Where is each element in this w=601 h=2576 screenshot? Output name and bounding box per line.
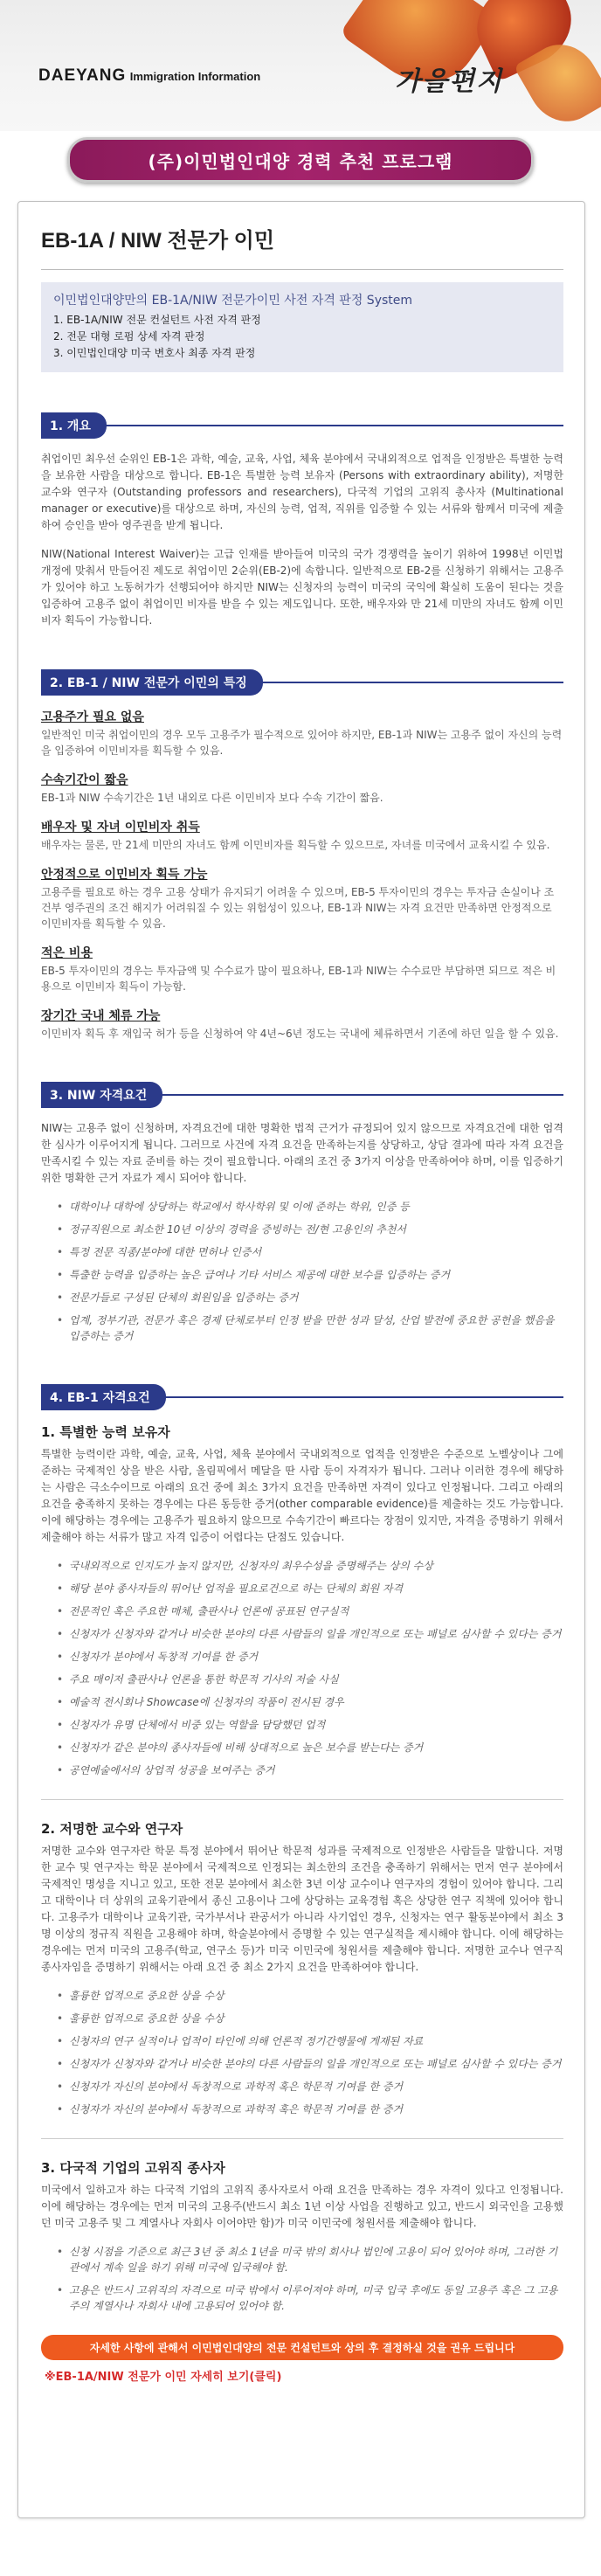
- list-item: • 고용은 반드시 고위직의 자격으로 미국 밖에서 이루어져야 하며, 미국 입국 후에도 동일 고용주 혹은 그 고용주의 계열사나 자회사 내에 고용되어 있어야 함.: [57, 2282, 563, 2314]
- list-item: • 신청자의 연구 실적이나 업적이 타인에 의해 언론적 정기간행물에 게재된 자료: [57, 2033, 563, 2049]
- list-item: • 신청 시점을 기준으로 최근 3년 중 최소 1년을 미국 밖의 회사나 법인에 고용이 되어 있어야 하며, 그러한 기관에서 계속 일을 하기 위해 미국에 입국해야 함.: [57, 2244, 563, 2275]
- overview-paragraph: 취업이민 최우선 순위인 EB-1은 과학, 예술, 교육, 사업, 체육 분야에서 국내외적으로 업적을 인정받은 특별한 능력을 보유한 사람을 대상으로 합니다. EB-1은 특별한 능력 보유자 (Persons with extraordinary ability), 저명한 교수와 연구자 (Outstanding professors and researchers), 다국적 기업의 고위직 총사자 (Multinational manager or executive)를 대상으로 하며, 자신의 능력, 업적, 직위를 입증할 수 있는 서류와 함께서 미국에 제출하여 승인을 받아 영주권을 받게 됩니다.: [41, 453, 563, 531]
- section-header-niw-requirements: [41, 1082, 563, 1108]
- header: [0, 0, 601, 131]
- list-item: • 해당 분야 종사자들의 뛰어난 업적을 필요로건으로 하는 단체의 회원 자격: [57, 1581, 563, 1596]
- niw-requirement-list: [41, 1199, 563, 1344]
- section-title: 3. NIW 자격요건: [41, 1082, 162, 1108]
- banner-wrap: [17, 137, 584, 183]
- niw-paragraph: NIW는 고용주 없이 신청하며, 자격요건에 대한 명확한 법적 근거가 규정되어 있지 않으므로 자격요건에 대한 엄격한 심사가 이루어지게 됩니다. 그러므로 사건에 자격 요건을 만족하는지를 상당하고, 상담 결과에 따라 자격 요건을 만족시킬 수 있는 자료 준비를 하는 것이 필요합니다. 아래의 조건 중 3가지 이상을 만족하여야 하며, 이를 입증하기 위한 명확한 근거 자료가 제시 되어야 합니다.: [41, 1122, 563, 1184]
- list-item: • 공연예술에서의 상업적 성공을 보여주는 증거: [57, 1762, 563, 1778]
- list-item: • 대학이나 대학에 상당하는 학교에서 학사학위 및 이에 준하는 학위, 인증 등: [57, 1199, 563, 1215]
- list-item: • 정규직원으로 최소한 10년 이상의 경력을 증빙하는 전/현 고용인의 추천서: [57, 1222, 563, 1237]
- list-item: • 주요 매이저 출판사나 언론을 통한 학문적 기사의 저술 사실: [57, 1672, 563, 1687]
- feature-desc: 고용주를 필요로 하는 경우 고용 상태가 유지되기 어려울 수 있으며, EB-5 투자이민의 경우는 투자금 손실이나 조건부 영주권의 조건 해지가 어려워질 수 있는 위험성이 있으나, EB-1과 NIW는 자격 요건만 만족하면 안정적으로 이민비자를 획득할 수 있음.: [41, 886, 555, 930]
- feature-title: 수속기간이 짧음: [41, 773, 128, 787]
- list-item: • 신청자가 자신의 분야에서 독창적으로 과학적 혹은 학문적 기여를 한 증거: [57, 2102, 563, 2117]
- subsection-paragraph: 특별한 능력이란 과학, 예술, 교육, 사업, 체육 분야에서 국내외적으로 업적을 인정받은 수준으로 노벨상이나 그에 준하는 국제적인 상을 받은 사람, 올림픽에서 메달을 딴 사람 등이 자격자가 됩니다. 그러나 이러한 경우에 해당하는 사람은 극소수이므로 아래의 요건 중에 최소 3가지 요건을 만족하면 자격이 있다고 인정됩니다. 그리고 아래의 요건을 충족하지 못하는 경우에는 다른 동등한 증거(other comparable evidence)를 제출하는 것도 가능합니다. 이에 해당하는 경우에는 고용주가 필요하지 않으므로 수속기간이 빠르다는 장점이 있지만, 자격을 증명하기 위해서 제출해야 하는 서류가 많고 자격 입증이 어렵다는 단점도 있습니다.: [41, 1448, 563, 1543]
- subsection-title: 2. 저명한 교수와 연구자: [41, 1821, 183, 1837]
- list-item: • 신청자가 유명 단체에서 비중 있는 역할을 담당했던 업적: [57, 1717, 563, 1733]
- section-rule: [107, 425, 563, 426]
- subsection-divider: [41, 2138, 563, 2139]
- list-item: • 신청자가 분야에서 독창적 기여를 한 증거: [57, 1649, 563, 1665]
- section-header-features: [41, 669, 563, 696]
- feature-title: 고용주가 필요 없음: [41, 710, 144, 724]
- list-item: • 전문적인 혹은 주요한 매체, 출판사나 언론에 공표된 연구실적: [57, 1603, 563, 1619]
- consult-notice-bar: 자세한 사항에 관해서 이민법인대양의 전문 컨설턴트와 상의 후 결정하실 것을 권유 드립니다: [41, 2335, 563, 2360]
- section-header-eb1-requirements: [41, 1384, 563, 1410]
- intro-box: [41, 282, 563, 372]
- section-rule: [162, 1094, 563, 1096]
- subsection-title: 3. 다국적 기업의 고위직 종사자: [41, 2160, 225, 2176]
- list-item: • 업계, 정부기관, 전문가 혹은 경제 단체로부터 인정 받을 만한 성과 달성, 산업 발전에 중요한 공헌을 했음을 입증하는 증거: [57, 1312, 563, 1344]
- page-title: EB-1A / NIW 전문가 이민: [41, 229, 275, 253]
- title-divider: [41, 269, 563, 270]
- feature-title: 안정적으로 이민비자 획득 가능: [41, 868, 208, 882]
- eb1-professor-list: [41, 1988, 563, 2117]
- subsection-divider: [41, 1799, 563, 1800]
- list-item: • 특출한 능력을 입증하는 높은 급여나 기타 서비스 제공에 대한 보수를 입증하는 증거: [57, 1267, 563, 1283]
- feature-desc: 이민비자 획득 후 재입국 허가 등을 신청하여 약 4년~6년 정도는 국내에 체류하면서 기존에 하던 일을 할 수 있음.: [41, 1028, 559, 1040]
- list-item: • 신청자가 신청자와 같거나 비슷한 분야의 다른 사람들의 일을 개인적으로 또는 패널로 심사할 수 있다는 증거: [57, 1626, 563, 1642]
- intro-item: 2. 전문 대형 로펌 상세 자격 판정: [53, 330, 205, 343]
- intro-title: 이민법인대양만의 EB-1A/NIW 전문가이민 사전 자격 판정 System: [53, 294, 413, 308]
- program-banner: [67, 137, 534, 183]
- section-title: 2. EB-1 / NIW 전문가 이민의 특징: [41, 669, 263, 696]
- list-item: • 예술적 전시회나 Showcase에 신청자의 작품이 전시된 경우: [57, 1694, 563, 1710]
- company-logo[interactable]: [38, 66, 260, 86]
- feature-desc: 배우자는 물론, 만 21세 미만의 자녀도 함께 이민비자를 획득할 수 있으므로, 자녀를 미국에서 교육시킬 수 있음.: [41, 839, 550, 851]
- list-item: • 국내외적으로 인지도가 높지 않지만, 신청자의 최우수성을 증명해주는 상의 수상: [57, 1558, 563, 1574]
- feature-desc: EB-1과 NIW 수속기간은 1년 내외로 다른 이민비자 보다 수속 기간이 짧음.: [41, 792, 383, 804]
- eb1-ability-list: [41, 1558, 563, 1778]
- overview-paragraph: NIW(National Interest Waiver)는 고급 인재를 받아들여 미국의 국가 경쟁력을 높이기 위하여 1998년 이민법 개정에 맞춰서 만들어진 제도로 취업이민 2순위(EB-2)에 속합니다. 일반적으로 EB-2를 신청하기 위해서는 고용주가 있어야 하고 노동허가가 선행되어야 하지만 NIW는 신청자의 능력이 미국의 국익에 확실히 도움이 된다는 것을 입증하여 고용주 없이 취업이민 비자를 받을 수 있는 제도입니다. 또한, 배우자와 만 21세 미만의 자녀도 함께 이민비자 획득이 가능합니다.: [41, 548, 563, 627]
- list-item: • 특정 전문 직종/분야에 대한 면허나 인증서: [57, 1244, 563, 1260]
- eb1-executive-list: [41, 2244, 563, 2314]
- intro-item: 1. EB-1A/NIW 전문 컨설턴트 사전 자격 판정: [53, 314, 261, 326]
- list-item: • 신청자가 같은 분야의 종사자들에 비해 상대적으로 높은 보수를 받는다는 증거: [57, 1740, 563, 1755]
- list-item: • 신청자가 자신의 분야에서 독창적으로 과학적 혹은 학문적 기여를 한 증거: [57, 2079, 563, 2095]
- subsection-paragraph: 미국에서 일하고자 하는 다국적 기업의 고위직 종사자로서 아래 요건을 만족하는 경우 자격이 있다고 인정됩니다. 이에 해당하는 경우에는 먼저 미국의 고용주(반드시 최소 1년 이상 사업을 진행하고 있고, 반드시 외국인을 고용했던 미국 고용주 및 그 계열사나 자회사 이어야만 함)가 미국 이민국에 청원서를 제출해야 합니다.: [41, 2184, 563, 2229]
- feature-desc: 일반적인 미국 취업이민의 경우 모두 고용주가 필수적으로 있어야 하지만, EB-1과 NIW는 고용주 없이 자신의 능력을 입증하여 이민비자를 획득할 수 있음.: [41, 729, 563, 757]
- subsection-title: 1. 특별한 능력 보유자: [41, 1424, 170, 1440]
- subsection-paragraph: 저명한 교수와 연구자란 학문 특정 분야에서 뛰어난 학문적 성과를 국제적으로 인정받은 사람들을 말합니다. 저명한 교수 및 연구자는 학문 분야에서 국제적으로 인정되는 최소한의 조건을 충족하기 위해서는 먼저 연구 분야에서 국제적인 명성을 지니고 있고, 또한 전문 분야에서 최소한 3년 이상 교수이나 연구자의 경험이 있어야 합니다. 그리고 대학이나 더 상위의 교육기관에서 종신 고용이나 그에 상당하는 교육경험 혹은 상당한 연구 직책에 있어야 합니다. 고용주가 대학이나 교육기관, 국가부서나 관공서가 아니라 사기업인 경우, 신청자는 연구 활동분야에서 최소 3명 이상의 정규직 직원을 고용해야 하며, 학술분야에서 증명할 수 있는 연구실적을 제시해야 합니다. 이에 해당하는 경우에는 먼저 미국의 고용주(학교, 연구소 등)가 미국 이민국에 청원서를 제출해야 합니다. 저명한 교수나 연구직 종사자임을 증명하기 위해서는 아래 요건 중 최소 2가지 요건을 만족하여야 합니다.: [41, 1845, 563, 1973]
- section-title: 1. 개요: [41, 412, 107, 439]
- list-item: • 전문가들로 구성된 단체의 회원임을 입증하는 증거: [57, 1290, 563, 1305]
- feature-title: 장기간 국내 체류 가능: [41, 1009, 161, 1023]
- section-title: 4. EB-1 자격요건: [41, 1384, 166, 1410]
- content-card: [17, 201, 585, 2518]
- details-link[interactable]: ※EB-1A/NIW 전문가 이민 자세히 보기(클릭): [45, 2371, 282, 2384]
- intro-item: 3. 이민법인대양 미국 변호사 최종 자격 판정: [53, 347, 256, 359]
- feature-title: 적은 비용: [41, 946, 93, 960]
- section-rule: [166, 1396, 563, 1398]
- feature-desc: EB-5 투자이민의 경우는 투자금액 및 수수료가 많이 필요하나, EB-1과 NIW는 수수료만 부담하면 되므로 적은 비용으로 이민비자 획득이 가능함.: [41, 965, 556, 993]
- season-title: 가을편지: [395, 66, 503, 97]
- logo-main-text: DAEYANG: [38, 66, 127, 85]
- list-item: • 훌륭한 업적으로 중요한 상을 수상: [57, 2011, 563, 2026]
- section-rule: [263, 682, 563, 683]
- logo-sub-text: Immigration Information: [129, 70, 261, 83]
- content-body: [41, 223, 563, 2384]
- section-header-overview: [41, 412, 563, 439]
- list-item: • 훌륭한 업적으로 중요한 상을 수상: [57, 1988, 563, 2004]
- program-banner-text: (주)이민법인대양 경력 추천 프로그램: [148, 150, 453, 172]
- feature-title: 배우자 및 자녀 이민비자 취득: [41, 821, 200, 834]
- list-item: • 신청자가 신청자와 같거나 비슷한 분야의 다른 사람들의 일을 개인적으로 또는 패널로 심사할 수 있다는 증거: [57, 2056, 563, 2072]
